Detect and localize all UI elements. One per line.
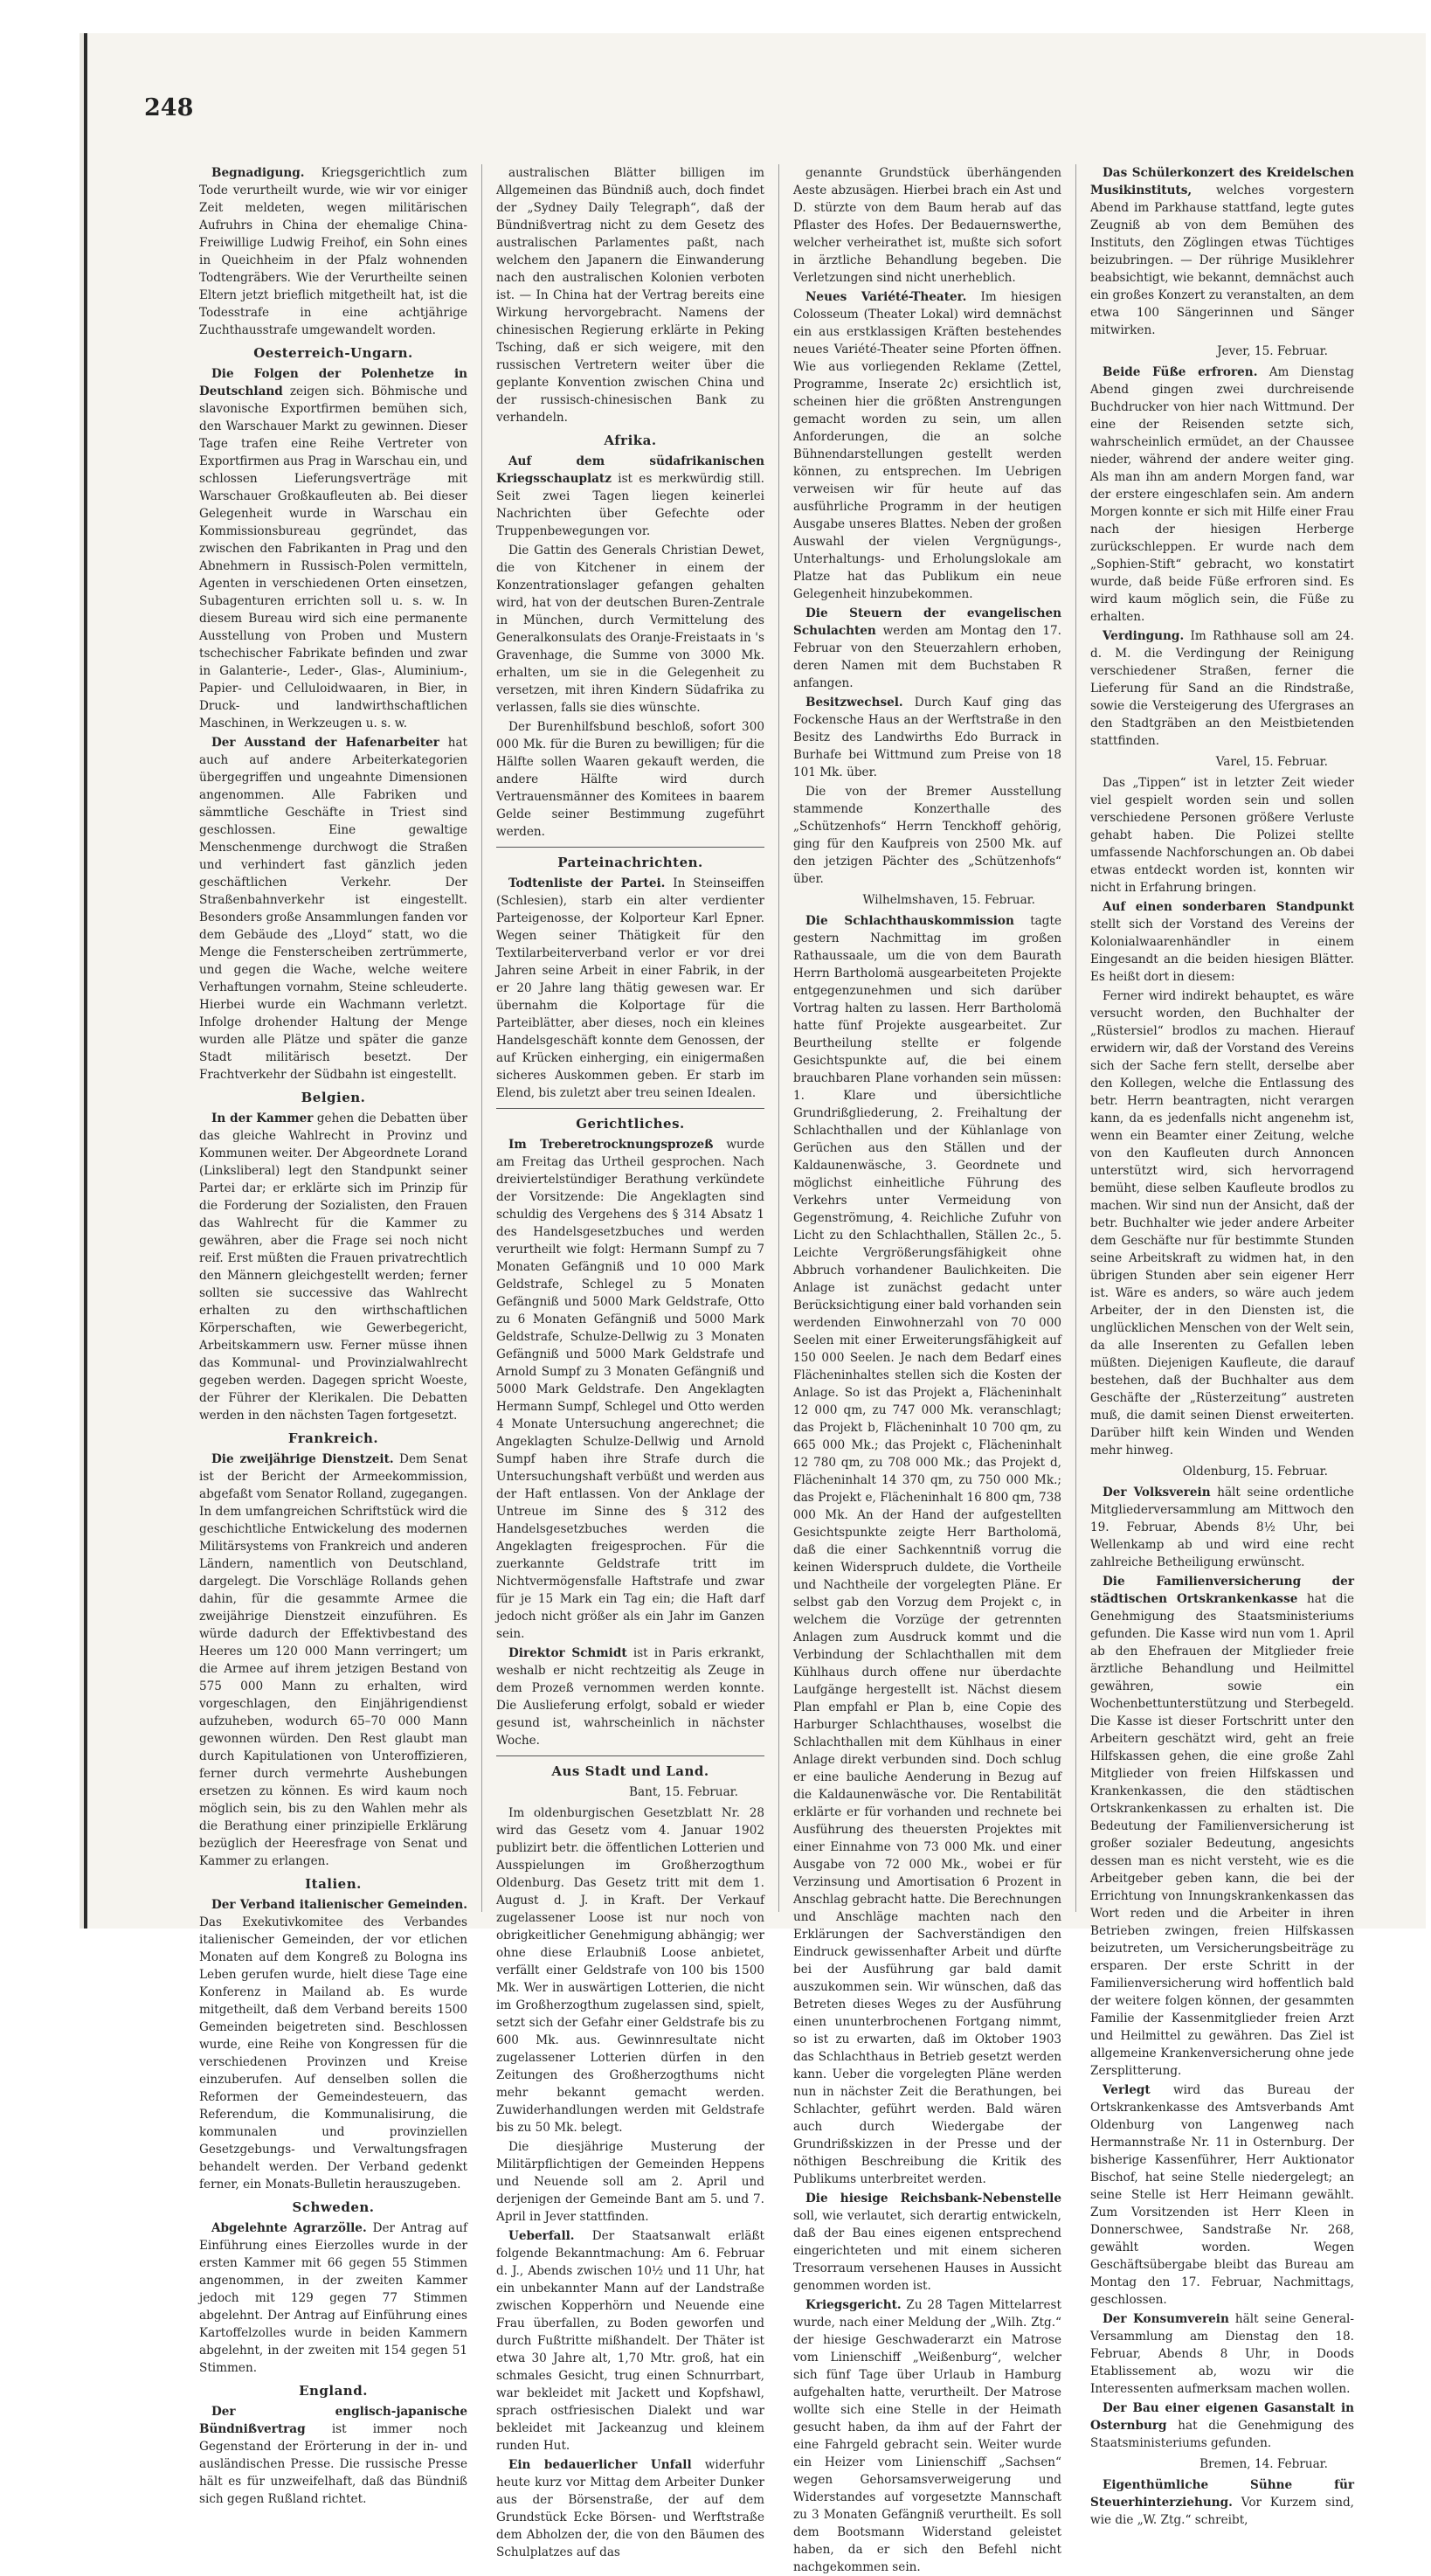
article-paragraph	[199, 1896, 467, 2193]
article-paragraph	[793, 783, 1061, 888]
section-heading: Oesterreich-Ungarn.	[253, 345, 413, 361]
paragraph-text: werden am Montag den 17. Februar von den Steuerzahlern erhoben, deren Namen mit dem Buchstaben R anfangen.	[793, 624, 1061, 690]
paragraph-text: Am Dienstag Abend gingen zwei durchreisende Buchdrucker von hier nach Wittmund. Der eine der Reisenden setzte sich, wahrscheinlich ermüdet, an der Chaussee nieder, während der andere weiter ging. Als man ihn am andern Morgen fand, war der erstere eingeschlafen sein. Am andern Morgen konnte er sich mit Hilfe einer Frau nach der hiesigen Herberge zurückschleppen. Er wurde nach dem „Sophien-Stift“ gebracht, wo konstatirt wurde, daß beide Füße erfroren sind. Es wird kaum möglich sein, die Füße zu erhalten.	[1090, 365, 1354, 624]
paragraph-text: hält seine General-Versammlung am Dienstag den 18. Februar, Abends 8 Uhr, in Doods Etablissement ab, wozu wir die Interessenten aufmerksam machen wollen.	[1090, 2312, 1354, 2396]
paragraph-text: hat die Genehmigung des Staatsministeriums gefunden.	[1090, 2419, 1354, 2450]
paragraph-text: Die diesjährige Musterung der Militärpflichtigen der Gemeinden Heppens und Neuende soll am 2. April und derjenigen der Gemeinde Bant am 5. und 7. April in Jever stattfinden.	[496, 2140, 764, 2224]
column-1	[199, 164, 468, 2506]
article-paragraph	[199, 1110, 467, 1424]
paragraph-lead: Kriegsgericht.	[805, 2298, 902, 2312]
paragraph-text: wird das Bureau der Ortskrankenkasse des Amtsverbands Amt Oldenburg von Langenweg nach Hermannstraße Nr. 11 in Osternburg. Der bisherige Kassenführer, Herr Auktionator Bischof, hat seine Stelle niedergelegt; an seine Stelle ist Herr Heimann gewählt. Zum Vorsitzenden ist Herr Kleen in Donnerschwee, Sandstraße Nr. 268, gewählt worden. Wegen Geschäftsübergabe bleibt das Bureau am Montag den 17. Februar, Nachmittags, geschlossen.	[1090, 2083, 1354, 2307]
article-paragraph	[1090, 364, 1354, 626]
article-paragraph	[793, 164, 1061, 287]
article-paragraph	[496, 2227, 764, 2455]
article-paragraph	[496, 2138, 764, 2226]
article-paragraph	[199, 164, 467, 339]
paragraph-text: australischen Blätter billigen im Allgemeinen das Bündniß auch, doch findet der „Sydney Daily Telegraph“, daß der Bündnißvertrag nicht zu dem Gesetz des australischen Parlamentes paßt, nach welchem den Japanern die Einwanderung nach den australischen Kolonien verboten ist. — In China hat der Vertrag bereits eine Wirkung hervorgebracht. Namens der chinesischen Regierung erklärte in Peking Tsching, daß er sich weigere, mit den russischen Vertretern weiter über die geplante Konvention zwischen China und der russisch-chinesischen Bank zu verhandeln.	[496, 166, 764, 425]
column-rule	[481, 164, 482, 1912]
paragraph-text: soll, wie verlautet, sich derartig entwickeln, daß der Bau eines eigenen entsprechend eingerichteten und mit einem sicheren Tresorraum versehenen Hauses in Aussicht genommen worden ist.	[793, 2209, 1061, 2293]
dateline: Wilhelmshaven, 15. Februar.	[862, 893, 1035, 907]
newspaper-page	[87, 33, 1426, 2574]
paragraph-lead: Auf einen sonderbaren Standpunkt	[1103, 900, 1354, 914]
article-paragraph	[1090, 2476, 1354, 2529]
paragraph-text: Der Antrag auf Einführung eines Eierzolles wurde in der ersten Kammer mit 66 gegen 55 Stimmen angenommen, in der zweiten Kammer jedoch mit 129 gegen 77 Stimmen abgelehnt. Der Antrag auf Einführung eines Kartoffelzolles wurde in beiden Kammern abgelehnt, in der zweiten mit 154 gegen 51 Stimmen.	[199, 2221, 467, 2375]
dateline: Jever, 15. Februar.	[1217, 344, 1328, 358]
paragraph-text: welches vorgestern Abend im Parkhause stattfand, legte gutes Zeugniß ab von dem Bemühen des Instituts, den Zöglingen etwas Tüchtiges beizubringen. — Der rührige Musiklehrer beabsichtigt, wie bekannt, demnächst auch ein großes Konzert zu veranstalten, an dem etwa 100 Sängerinnen und Sänger mitwirken.	[1090, 184, 1354, 337]
article-paragraph	[793, 605, 1061, 692]
article-paragraph	[1090, 1573, 1354, 2080]
paragraph-text: ist es merkwürdig still. Seit zwei Tagen liegen keinerlei Nachrichten über Gefechte oder Truppenbewegungen vor.	[496, 472, 765, 538]
dateline: Bant, 15. Februar.	[628, 1785, 738, 1799]
article-paragraph	[1090, 987, 1354, 1459]
paragraph-text: Durch Kauf ging das Fockensche Haus an der Werftstraße in den Besitz des Landwirths Edo Burrack in Burhafe bei Wittmund zum Preise von 18 101 Mk. über.	[793, 696, 1061, 779]
scan-margin	[0, 0, 87, 1929]
paragraph-lead: Eigenthümliche Sühne für Steuerhinterziehung.	[1090, 2478, 1354, 2510]
section-divider	[496, 847, 764, 848]
paragraph-text: hält seine ordentliche Mitgliederversammlung am Mittwoch den 19. Februar, Abends 8½ Uhr, bei Wellenkamp ab und wird eine recht zahlreiche Betheiligung erwünscht.	[1090, 1485, 1354, 1569]
article-paragraph	[793, 2190, 1061, 2295]
paragraph-text: Die von der Bremer Ausstellung stammende Konzerthalle des „Schützenhofs“ Herrn Tenckhoff gehörig, ging für den Kaufpreis von 2500 Mk. auf den jetzigen Pächter des „Schützenhofs“ über.	[793, 785, 1061, 886]
paragraph-lead: Direktor Schmidt	[508, 1646, 627, 1660]
article-paragraph	[496, 164, 764, 426]
paragraph-lead: In der Kammer	[211, 1111, 314, 1125]
paragraph-text: Zu 28 Tagen Mittelarrest wurde, nach einer Meldung der „Wilh. Ztg.“ der hiesige Geschwaderarzt ein Matrose vom Linienschiff „Weißenburg“, welcher sich fünf Tage über Urlaub in Hamburg aufgehalten hatte, verurtheilt. Der Matrose wollte sich eine Stelle in der Heimath gesucht haben, da ihm auf der Fahrt der eine Fahrgeld gebracht sein. Weiter wurde ein Heizer vom Linienschiff „Sachsen“ wegen Gehorsamsverweigerung und Widerstandes auf vorgesetzte Mannschaft zu 3 Monaten Gefängniß verurtheilt. Es soll dem Bootsmann Widerstand geleistet haben, da er sich den Befehl nicht nachgekommen sein.	[793, 2298, 1061, 2574]
paragraph-text: Der Burenhilfsbund beschloß, sofort 300 000 Mk. für die Buren zu bewilligen; für die Hälfte sollen Waaren gekauft werden, die andere Hälfte wird durch Vertrauensmänner des Komitees in baarem Gelde seiner Bestimmung zugeführt werden.	[496, 720, 764, 839]
paragraph-text: genannte Grundstück überhängenden Aeste abzusägen. Hierbei brach ein Ast und D. stürzte von dem Baum herab auf das Pflaster des Hofes. Der Bedauernswerthe, welcher verheirathet ist, mußte sich sofort in ärztliche Behandlung begeben. Die Verletzungen sind nicht unerheblich.	[793, 166, 1061, 285]
paragraph-text: hat auch auf andere Arbeiterkategorien übergegriffen und ungeahnte Dimensionen angenommen. Alle Fabriken und sämmtliche Geschäfte in Triest sind geschlossen. Eine gewaltige Menschenmenge durchwogt die Straßen und verhindert fast gänzlich jeden geschäftlichen Verkehr. Der Straßenbahnverkehr ist eingestellt. Besonders große Ansammlungen fanden vor dem Gebäude des „Lloyd“ statt, wo die Menge die Fensterscheiben zertrümmerte, und gegen die Wache, welche weitere Verhaftungen vornahm, Steine schleuderte. Hierbei wurde ein Wachmann verletzt. Infolge drohender Haltung der Menge wurden alle Plätze und später die ganze Stadt militärisch besetzt. Der Frachtverkehr der Südbahn ist eingestellt.	[199, 736, 468, 1082]
article-paragraph	[496, 1645, 764, 1749]
paragraph-lead: Auf dem südafrikanischen Kriegsschauplatz	[496, 454, 764, 486]
article-paragraph	[1090, 2310, 1354, 2398]
article-paragraph	[793, 288, 1061, 603]
paragraph-lead: Der Bau einer eigenen Gasanstalt in Osternburg	[1090, 2401, 1354, 2433]
paragraph-lead: Der englisch-japanische Bündnißvertrag	[199, 2405, 467, 2436]
paragraph-text: Dem Senat ist der Bericht der Armeekommission, abgefaßt vom Senator Rolland, zugegangen. In dem umfangreichen Schriftstück wird die geschichtliche Entwickelung des modernen Militärsystems von Frankreich und anderen Ländern, namentlich von Deutschland, dargelegt. Die Vorschläge Rollands gehen dahin, für die gesammte Armee die zweijährige Dienstzeit einzuführen. Es würde dadurch der Effektivbestand des Heeres um 120 000 Mann verringert; um die Armee auf ihrem jetzigen Bestand von 575 000 Mann zu erhalten, wird vorgeschlagen, den Einjährigendienst aufzuheben, wodurch 65–70 000 Mann gewonnen würden. Den Rest glaubt man durch Kapitulationen von Unteroffizieren, ferner durch vermehrte Aushebungen ersetzen zu können. Es wird kaum noch möglich sein, bis zu den Wahlen mehr als die Berathung einer prinzipielle Erklärung bezüglich der Heeresfrage von Senat und Kammer zu erlangen.	[199, 1452, 467, 1868]
paragraph-text: ist immer noch Gegenstand der Erörterung in der in- und ausländischen Presse. Die russische Presse hält es für unzweifelhaft, daß das Bündniß sich gegen Rußland richtet.	[199, 2422, 467, 2506]
dateline: Varel, 15. Februar.	[1215, 755, 1328, 769]
article-paragraph	[199, 365, 467, 732]
paragraph-lead: Die Steuern der evangelischen Schulachten	[793, 606, 1061, 638]
paragraph-text: wurde am Freitag das Urtheil gesprochen. Nach dreiviertelstündiger Berathung verkündete der Vorsitzende: Die Angeklagten sind schuldig des Vergehens des § 314 Absatz 1 des Handelsgesetzbuches und werden verurtheilt wie folgt: Hermann Sumpf zu 7 Monaten Gefängniß und 10 000 Mark Geldstrafe, Schlegel zu 5 Monaten Gefängniß und 5000 Mark Geldstrafe, Otto zu 6 Monaten Gefängniß und 5000 Mark Geldstrafe, Schulze-Dellwig zu 3 Monaten Gefängniß und 5000 Mark Geldstrafe und Arnold Sumpf zu 3 Monaten Gefängniß und 5000 Mark Geldstrafe. Den Angeklagten Hermann Sumpf, Schlegel und Otto werden 4 Monate Untersuchung angerechnet; die Angeklagten Schulze-Dellwig und Arnold Sumpf haben ihre Strafe durch die Untersuchungshaft verbüßt und werden aus der Haft entlassen. Von der Anklage der Untreue im Sinne des § 312 des Handelsgesetzbuches werden die Angeklagten freigesprochen. Für die zuerkannte Geldstrafe tritt im Nichtvermögensfalle Haftstrafe und zwar für je 15 Mark ein Tag ein; die Haft darf jedoch nicht größer als ein Jahr im Ganzen sein.	[496, 1138, 764, 1641]
page-number: 248	[144, 94, 194, 121]
paragraph-text: ist in Paris erkrankt, weshalb er nicht rechtzeitig als Zeuge in dem Prozeß vernommen werden konnte. Die Auslieferung erfolgt, sobald er wieder gesund ist, wahrscheinlich in nächster Woche.	[496, 1646, 764, 1748]
section-heading: Schweden.	[292, 2199, 375, 2215]
paragraph-text: widerfuhr heute kurz vor Mittag dem Arbeiter Dunker aus der Börsenstraße, der auf dem Grundstück Ecke Börsen- und Werftstraße dem Abholzen der, die von den Bäumen des Schulplatzes auf das	[496, 2458, 764, 2559]
section-divider	[496, 1755, 764, 1756]
article-paragraph	[199, 734, 467, 1084]
article-paragraph	[1090, 164, 1354, 339]
paragraph-text: Der Staatsanwalt erläßt folgende Bekanntmachung: Am 6. Februar d. J., Abends zwischen 10½ und 11 Uhr, hat ein unbekannter Mann auf der Landstraße zwischen Kopperhörn und Neuende eine Frau überfallen, zu Boden geworfen und durch Fußtritte mißhandelt. Der Thäter ist etwa 30 Jahre alt, 1,70 Mtr. groß, hat ein schmales Gesicht, trug einen Schnurrbart, war bekleidet mit Jackett und Kopfshawl, sprach ostfriesischen Dialekt und war bekleidet mit Jackeanzug und kleinem runden Hut.	[496, 2229, 764, 2453]
paragraph-lead: Besitzwechsel.	[805, 696, 903, 710]
paragraph-text: hat die Genehmigung des Staatsministeriums gefunden. Die Kasse wird nun vom 1. April ab den Ehefrauen der Mitglieder freie ärztliche Behandlung und Heilmittel gewähren, sowie ein Wochenbettunterstützung und Sterbegeld. Die Kasse ist dieser Fortschritt unter den Arbeitern geschätzt wird, geht an freie Hilfskassen gehen, die eine große Zahl Mitglieder von freien Hilfskassen und Krankenkassen, die den städtischen Ortskrankenkassen zu erhalten ist. Die Bedeutung der Familienversicherung ist großer sozialer Bedeutung, angesichts dessen man es nicht versteht, wie es die Arbeitgeber geben kann, die bei der Errichtung von Innungskrankenkassen das Wort reden und die Arbeiter in ihren Betrieben zwingen, freien Hilfskassen beizutreten, um Versicherungsbeiträge zu ersparen. Der erste Schritt in der Familienversicherung wird hoffentlich bald der weitere folgen können, der gesammten Familie der Kassenmitglieder freien Arzt und Heilmittel zu gewähren. Das Ziel ist allgemeine Krankenversicherung ohne jede Zersplitterung.	[1090, 1592, 1354, 2078]
paragraph-text: Kriegsgerichtlich zum Tode verurtheilt wurde, wie wir vor einiger Zeit meldeten, wegen militärischen Aufruhrs in China der ehemalige China-Freiwillige Ludwig Freihof, ein Sohn eines in Queichheim in der Pfalz wohnenden Todtengräbers. Wie der Verurtheilte seinen Eltern jetzt brieflich mitgetheilt hat, ist die Todesstrafe in eine achtjährige Zuchthausstrafe umgewandelt worden.	[199, 166, 467, 337]
article-paragraph	[199, 2403, 467, 2508]
section-heading: Frankreich.	[287, 1430, 379, 1446]
article-paragraph	[496, 1136, 764, 1643]
paragraph-text: Das Exekutivkomitee des Verbandes italienischer Gemeinden, der vor etlichen Monaten auf dem Kongreß zu Bologna ins Leben gerufen wurde, hielt diese Tage eine Konferenz in Mailand ab. Es wurde mitgetheilt, daß dem Verband bereits 1500 Gemeinden beigetreten sind. Beschlossen wurde, eine Reihe von Kongressen für die verschiedenen Provinzen und Kreise einzuberufen. Auf denselben sollen die Reformen der Gemeindesteuern, das Referendum, die Kommunalisirung, die kommunalen und provinziellen Gesetzgebungs- und Verwaltungsfragen behandelt werden. Der Verband gedenkt ferner, ein Monats-Bulletin herauszugeben.	[199, 1915, 467, 2192]
article-paragraph	[1090, 627, 1354, 750]
section-heading: Aus Stadt und Land.	[551, 1763, 709, 1779]
paragraph-lead: Der Verband italienischer Gemeinden.	[211, 1898, 467, 1912]
article-paragraph	[199, 1451, 467, 1870]
paragraph-lead: Ein bedauerlicher Unfall	[508, 2458, 692, 2472]
paragraph-lead: Das Schülerkonzert des Kreidelschen Musikinstituts,	[1090, 166, 1354, 197]
section-heading: Belgien.	[301, 1090, 366, 1105]
paragraph-lead: Der Volksverein	[1103, 1485, 1211, 1499]
paragraph-lead: Begnadigung.	[211, 166, 305, 180]
paragraph-lead: Neues Variété-Theater.	[805, 290, 967, 304]
section-divider	[496, 1108, 764, 1109]
article-paragraph	[199, 2219, 467, 2377]
section-heading: Italien.	[305, 1876, 362, 1892]
article-columns	[199, 164, 1431, 2574]
paragraph-text: In Steinseiffen (Schlesien), starb ein alter verdienter Parteigenosse, der Kolporteur Karl Epner. Wegen seiner Thätigkeit für den Textilarbeiterverband verlor er vor drei Jahren seine Arbeit in einer Fabrik, in der er 20 Jahre lang thätig gewesen war. Er übernahm die Kolportage für die Parteiblätter, aber dieses, noch ein kleines Handelsgeschäft konnte dem Genossen, der auf Krücken einherging, ein einigermaßen sicheres Auskommen geben. Er starb im Elend, bis zuletzt aber treu seinen Idealen.	[496, 876, 764, 1100]
paragraph-lead: Der Ausstand der Hafenarbeiter	[211, 736, 439, 750]
paragraph-text: Die Gattin des Generals Christian Dewet, die von Kitchener in einem der Konzentrationslager gefangen gehalten wird, hat von der deutschen Buren-Zentrale in München, durch Vermittelung des Generalkonsulats des Oranje-Freistaats in 's Gravenhage, die Summe von 3000 Mk. erhalten, um sie in die Gelegenheit zu versetzen, mit ihren Kindern Südafrika zu verlassen, falls sie dies wünschte.	[496, 544, 764, 715]
column-rule	[1075, 164, 1076, 1912]
article-paragraph	[496, 453, 764, 540]
paragraph-text: Im hiesigen Colosseum (Theater Lokal) wird demnächst ein aus erstklassigen Kräften bestehendes neues Variété-Theater seine Pforten öffnen. Wie aus vorliegenden Reklame (Zettel, Programme, Inserate 2c) ersichtlich ist, scheinen hier die größten Anstrengungen gemacht worden zu sein, um allen Anforderungen, die an solche Bühnendarstellungen gestellt werden können, zu entsprechen. Im Uebrigen verweisen wir für heute auf das ausführliche Programm in der heutigen Ausgabe unseres Blattes. Neben der großen Auswahl der vielen Vergnügungs-, Unterhaltungs- und Erholungslokale am Platze hat das Publikum ein neue Gelegenheit hinzubekommen.	[793, 290, 1061, 601]
section-heading: Gerichtliches.	[576, 1116, 685, 1132]
paragraph-text: Im Rathhause soll am 24. d. M. die Verdingung der Reinigung verschiedener Straßen, ferner die Lieferung für Sand an die Rindstraße, sowie die Versteigerung des Ufergrases an den Stadtgräben an den Meistbietenden stattfinden.	[1090, 629, 1354, 748]
article-paragraph	[793, 912, 1061, 2188]
paragraph-lead: Verdingung.	[1103, 629, 1185, 643]
section-heading: England.	[299, 2383, 368, 2399]
paragraph-text: zeigen sich. Böhmische und slavonische Exportfirmen bemühen sich, den Warschauer Markt zu gewinnen. Dieser Tage trafen eine Reihe Vertreter von Exportfirmen aus Prag in Warschau ein, und schlossen Lieferungsverträge mit Warschauer Großkaufleuten ab. Bei dieser Gelegenheit wurde in Warschau ein Kommissionsbureau gegründet, das zwischen den Fabrikanten in Prag und den Abnehmern in Russisch-Polen vermitteln, Agenten in verschiedenen Orten einsetzen, Subagenturen errichten soll u. s. w. In diesem Bureau wird sich eine permanente Ausstellung von Proben und Mustern tschechischer Fabrikate befinden und zwar in Galanterie-, Leder-, Glas-, Aluminium-, Papier- und Celluloidwaaren, in Bier, in Druck- und landwirthschaftlichen Maschinen, in Werkzeugen u. s. w.	[199, 384, 467, 731]
column-rule	[778, 164, 779, 1912]
paragraph-lead: Todtenliste der Partei.	[508, 876, 666, 890]
paragraph-lead: Die Folgen der Polenhetze in Deutschland	[199, 367, 467, 398]
article-paragraph	[1090, 898, 1354, 986]
article-paragraph	[496, 875, 764, 1102]
article-paragraph	[496, 542, 764, 717]
paragraph-lead: Die Schlachthauskommission	[805, 914, 1014, 928]
paragraph-text: Im oldenburgischen Gesetzblatt Nr. 28 wird das Gesetz vom 4. Januar 1902 publizirt betr. die öffentlichen Lotterien und Ausspielungen im Großherzogthum Oldenburg. Das Gesetz tritt mit dem 1. August d. J. in Kraft. Der Verkauf zugelassener Loose ist nur noch von obrigkeitlicher Genehmigung abhängig; wer ohne diese Erlaubniß Loose anbietet, verfällt einer Geldstrafe von 100 bis 1500 Mk. Wer in auswärtigen Lotterien, die nicht im Großherzogthum zugelassen sind, spielt, setzt sich der Gefahr einer Geldstrafe bis zu 600 Mk. aus. Gewinnresultate nicht zugelassener Lotterien dürfen in den Zeitungen des Großherzogthums nicht mehr bekannt gemacht werden. Zuwiderhandlungen werden mit Geldstrafe bis zu 50 Mk. belegt.	[496, 1806, 764, 2135]
article-paragraph	[496, 2456, 764, 2561]
article-paragraph	[793, 694, 1061, 781]
paragraph-text: tagte gestern Nachmittag im großen Rathaussaale, um die von dem Baurath Herrn Bartholomä ausgearbeiteten Projekte entgegenzunehmen und sich darüber Vortrag halten zu lassen. Herr Bartholomä hatte fünf Projekte ausgearbeitet. Zur Beurtheilung stellte er folgende Gesichtspunkte auf, die bei einem brauchbaren Plane vorhanden sein müssen: 1. Klare und übersichtliche Grundrißgliederung, 2. Freihaltung der Schlachthallen und der Kühlanlage von Gerüchen aus den Ställen und der Kaldaunenwäsche, 3. Geordnete und möglichst einheitliche Führung des Verkehrs unter Vermeidung von Gegenströmung, 4. Reichliche Zufuhr von Licht zu den Schlachthallen, Ställen 2c., 5. Leichte Vergrößerungsfähigkeit ohne Abbruch vorhandener Baulichkeiten. Die Anlage ist zunächst gedacht unter Berücksichtigung einer bald vorhanden sein werdenden Einwohnerzahl von 70 000 Seelen mit einer Erweiterungsfähigkeit auf 150 000 Seelen. Je nach dem Bedarf eines Flächeninhaltes stellen sich die Kosten der Anlage. So ist das Projekt a, Flächeninhalt 12 000 qm, zu 747 000 Mk. veranschlagt; das Projekt b, Flächeninhalt 10 700 qm, zu 665 000 Mk.; das Projekt c, Flächeninhalt 12 780 qm, zu 708 000 Mk.; das Projekt d, Flächeninhalt 14 370 qm, zu 750 000 Mk.; das Projekt e, Flächeninhalt 16 800 qm, 738 000 Mk. An der Hand der aufgestellten Gesichtspunkte zeigte Herr Bartholomä, daß die einer Sachkenntniß vorrug die keinen Widerspruch duldete, die Vortheile und Nachtheile der vorgelegten Pläne. Er selbst gab den Vorzug dem Projekt c, in welchem die Vorzüge der getrennten Anlagen zum Ausdruck kommt und die Verbindung der Schlachthallen mit dem Kühlhaus durch offene nur überdachte Laufgänge hergestellt ist. Nächst diesem Plan empfahl er Plan b, eine Copie des Harburger Schlachthauses, woselbst die Schlachthallen mit dem Kühlhaus in einer Anlage direkt verbunden sind. Doch schlug er eine bauliche Aenderung in Bezug auf die Kaldaunenwäsche vor. Die Rentabilität erklärte er für vorhanden und rechnete bei Ausführung des theuersten Projektes mit einer Einnahme von 73 000 Mk. und einer Ausgabe von 72 000 Mk., wobei er für Verzinsung und Amortisation 6 Prozent in Anschlag gebracht hatte. Die Berechnungen und Anschläge machten nach den Erklärungen der Sachverständigen den Eindruck gewissenhafter Arbeit und dürfte bei der Ausführung gar bald damit auszukommen sein. Wir wünschen, daß das Betreten dieses Weges zu der Ausführung einen ununterbrochenen Fortgang nimmt, so ist zu erwarten, daß im Oktober 1903 das Schlachthaus in Betrieb gesetzt werden kann. Ueber die vorgelegten Pläne werden nun in nächster Zeit die Berathungen, bei Schlachter, geführt werden. Bald wären auch durch Wiedergabe der Grundrißskizzen in der Presse und der nöthigen Beschreibung die Kritik des Publikums unterbreitet werden.	[793, 914, 1061, 2186]
article-paragraph	[793, 2296, 1061, 2576]
dateline: Bremen, 14. Februar.	[1199, 2457, 1328, 2471]
paragraph-text: Ferner wird indirekt behauptet, es wäre versucht worden, den Buchhalter der „Rüstersiel“ brodlos zu machen. Hierauf erwidern wir, daß der Vorstand des Vereins sich der Sache fern stellt, derselbe aber den Kollegen, welche die Entlassung des betr. Herrn beantragten, nicht verargen kann, da es jedenfalls nicht angenehm ist, wenn ein Beamter einer Zeitung, welche von den Kaufleuten durch Annoncen unterstützt wird, sich hervorragend bemüht, diese selben Kaufleute brodlos zu machen. Wir sind nun der Ansicht, daß der betr. Buchhalter wie jeder andere Arbeiter dem Geschäfte nur für bestimmte Stunden seine Arbeitskraft zu widmen hat, in den übrigen Stunden aber sein eigener Herr ist. Wäre es anders, so wäre auch jedem Arbeiter, der in den Diensten ist, die unglücklichen Menschen von der Welt sein, da alle Inserenten zu Gefallen leben müßten. Diejenigen Kaufleute, die darauf bestehen, daß der Buchhalter aus dem Geschäfte der „Rüsterzeitung“ austreten muß, die damit seinen Dienst erweiterten. Darüber hilft kein Winden und Wenden mehr hinweg.	[1090, 989, 1354, 1458]
article-paragraph	[1090, 2081, 1354, 2309]
paragraph-lead: Die hiesige Reichsbank-Nebenstelle	[805, 2192, 1061, 2206]
paragraph-text: Das „Tippen“ ist in letzter Zeit wieder viel gespielt worden sein und sollen verschiedene Personen größere Verluste gehabt haben. Die Polizei stellte umfassende Nachforschungen an. Ob dabei etwas entdeckt worden ist, konnten wir nicht in Erfahrung bringen.	[1090, 776, 1354, 895]
paragraph-lead: Im Treberetrocknungsprozeß	[508, 1138, 714, 1152]
article-paragraph	[496, 1804, 764, 2136]
paragraph-lead: Der Konsumverein	[1103, 2312, 1229, 2326]
article-paragraph	[496, 718, 764, 841]
paragraph-lead: Die zweijährige Dienstzeit.	[211, 1452, 394, 1466]
paragraph-lead: Verlegt	[1103, 2083, 1151, 2097]
paragraph-text: stellt sich der Vorstand des Vereins der Kolonialwaarenhändler in einem Eingesandt an die beiden hiesigen Blätter. Es heißt dort in diesem:	[1090, 918, 1354, 984]
column-2	[496, 164, 765, 2559]
paragraph-lead: Ueberfall.	[508, 2229, 575, 2243]
section-heading: Parteinachrichten.	[557, 855, 703, 870]
article-paragraph	[1090, 774, 1354, 897]
column-3	[793, 164, 1061, 2574]
section-heading: Afrika.	[604, 433, 657, 448]
paragraph-lead: Abgelehnte Agrarzölle.	[211, 2221, 367, 2235]
article-paragraph	[1090, 1484, 1354, 1571]
paragraph-text: gehen die Debatten über das gleiche Wahlrecht in Provinz und Kommunen weiter. Der Abgeordnete Lorand (Linksliberal) legt den Standpunkt seiner Partei dar; er erklärte sich im Prinzip für die Forderung der Sozialisten, den Frauen das Wahlrecht für die Kammer zu gewähren, aber die Frage sei noch nicht reif. Erst müßten die Frauen privatrechtlich den Männern gleichgestellt werden; ferner sollten sie successive das Wahlrecht erhalten zu den wirthschaftlichen Körperschaften, wie Gewerbegericht, Arbeitskammern usw. Ferner müsse ihnen das Kommunal- und Provinzialwahlrecht gegeben werden. Dagegen spricht Woeste, der Führer der Klerikalen. Die Debatten werden in den nächsten Tagen fortgesetzt.	[199, 1111, 467, 1423]
dateline: Oldenburg, 15. Februar.	[1182, 1465, 1328, 1478]
paragraph-lead: Beide Füße erfroren.	[1103, 365, 1258, 379]
paragraph-text: Vor Kurzem sind, wie die „W. Ztg.“ schreibt,	[1090, 2496, 1355, 2527]
article-paragraph	[1090, 2399, 1354, 2452]
paragraph-lead: Die Familienversicherung der städtischen Ortskrankenkasse	[1090, 1575, 1354, 1606]
column-4	[1090, 164, 1355, 2527]
